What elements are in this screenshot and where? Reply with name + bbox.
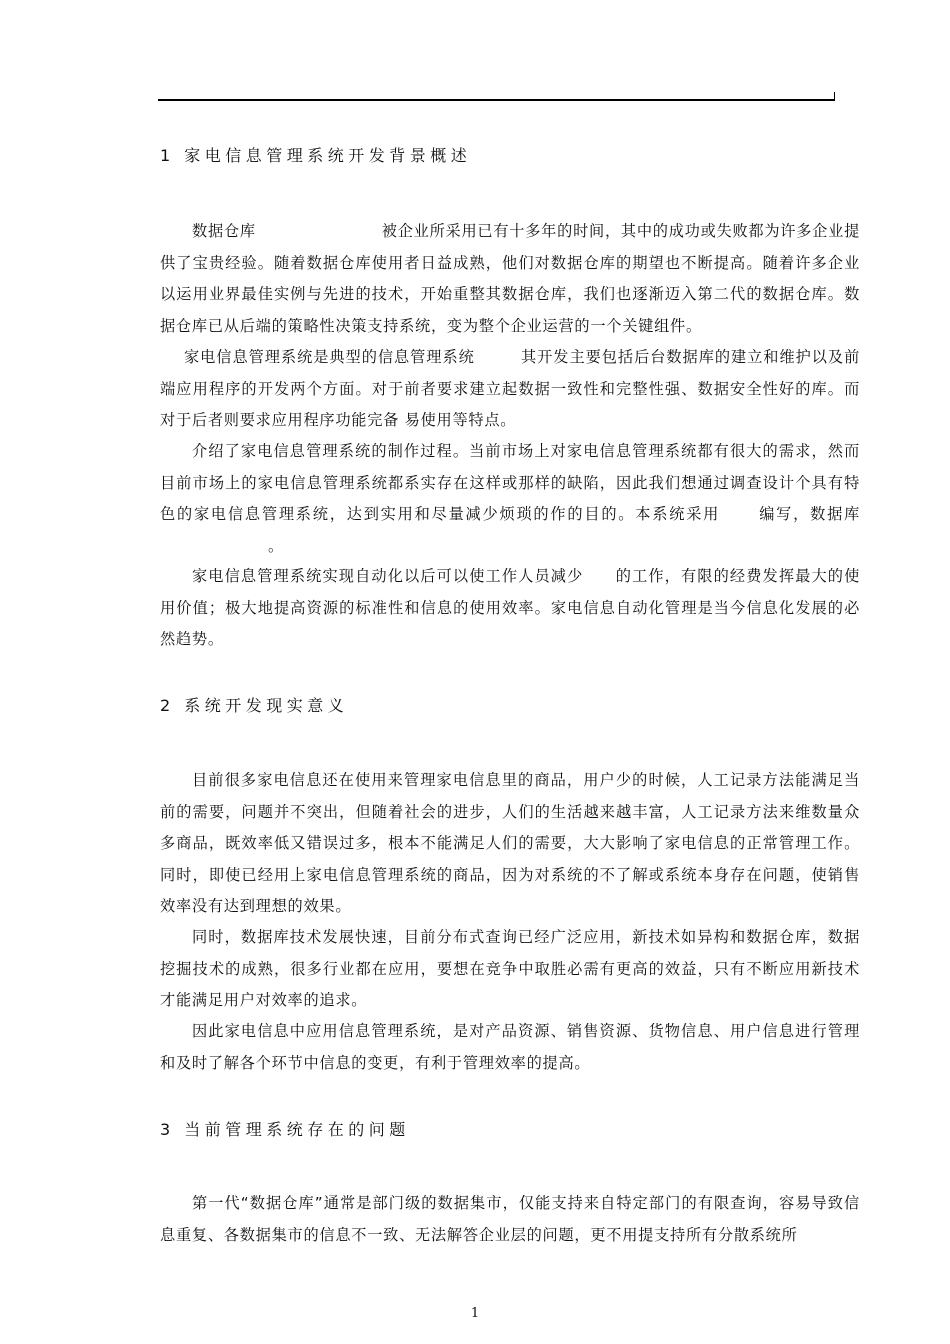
header-rule-tick bbox=[834, 92, 835, 101]
section-1-paragraph-2: 家电信息管理系统是典型的信息管理系统 其开发主要包括后台数据库的建立和维护以及前端应用程序的开发两个方面。对于前者要求建立起数据一致性和完整性强、数据安全性好的库。而对于后者则要求应用程序功能完备 易使用等特点。 bbox=[160, 348, 861, 429]
section-1-heading: 1 家电信息管理系统开发背景概述 bbox=[160, 146, 472, 165]
header-rule bbox=[158, 99, 835, 101]
section-1-paragraph-3: 介绍了家电信息管理系统的制作过程。当前市场上对家电信息管理系统都有很大的需求，然而目前市场上的家电信息管理系统都系实存在这样或那样的缺陷，因此我们想通过调查设计个具有特色的家电信息管理系统，达到实用和尽量减少烦琐的作的目的。本系统采用 编写，数据库。 bbox=[160, 442, 861, 555]
section-1-paragraph-4: 家电信息管理系统实现自动化以后可以使工作人员减少 的工作，有限的经费发挥最大的使用价值；极大地提高资源的标准性和信息的使用效率。家电信息自动化管理是当今信息化发展的必然趋势。 bbox=[160, 567, 861, 648]
section-2-heading: 2 系统开发现实意义 bbox=[160, 696, 349, 715]
section-3-heading: 3 当前管理系统存在的问题 bbox=[160, 1120, 410, 1139]
section-2-paragraph-3: 因此家电信息中应用信息管理系统，是对产品资源、销售资源、货物信息、用户信息进行管理和及时了解各个环节中信息的变更，有利于管理效率的提高。 bbox=[160, 1022, 860, 1072]
section-1-paragraph-1: 数据仓库 被企业所采用已有十多年的时间，其中的成功或失败都为许多企业提供了宝贵经验。随着数据仓库使用者日益成熟，他们对数据仓库的期望也不断提高。随着许多企业以运用业界最佳实例与先进的技术，开始重整其数据仓库，我们也逐渐迈入第二代的数据仓库。数据仓库已从后端的策略性决策支持系统，变为整个企业运营的一个关键组件。 bbox=[160, 222, 861, 335]
section-3-paragraph-1: 第一代“数据仓库”通常是部门级的数据集市，仅能支持来自特定部门的有限查询，容易导致信息重复、各数据集市的信息不一致、无法解答企业层的问题，更不用提支持所有分散系统所 bbox=[160, 1194, 860, 1244]
section-2-paragraph-2: 同时，数据库技术发展快速，目前分布式查询已经广泛应用，新技术如异构和数据仓库，数据挖掘技术的成熟，很多行业都在应用，要想在竞争中取胜必需有更高的效益，只有不断应用新技术才能满足用户对效率的追求。 bbox=[160, 928, 860, 1009]
page-number: 1 bbox=[470, 1306, 480, 1321]
section-2-paragraph-1: 目前很多家电信息还在使用来管理家电信息里的商品，用户少的时候，人工记录方法能满足当前的需要，问题并不突出，但随着社会的进步，人们的生活越来越丰富，人工记录方法来维数量众多商品，既效率低又错误过多，根本不能满足人们的需要，大大影响了家电信息的正常管理工作。同时，即使已经用上家电信息管理系统的商品，因为对系统的不了解或系统本身存在问题，使销售效率没有达到理想的效果。 bbox=[160, 771, 860, 915]
